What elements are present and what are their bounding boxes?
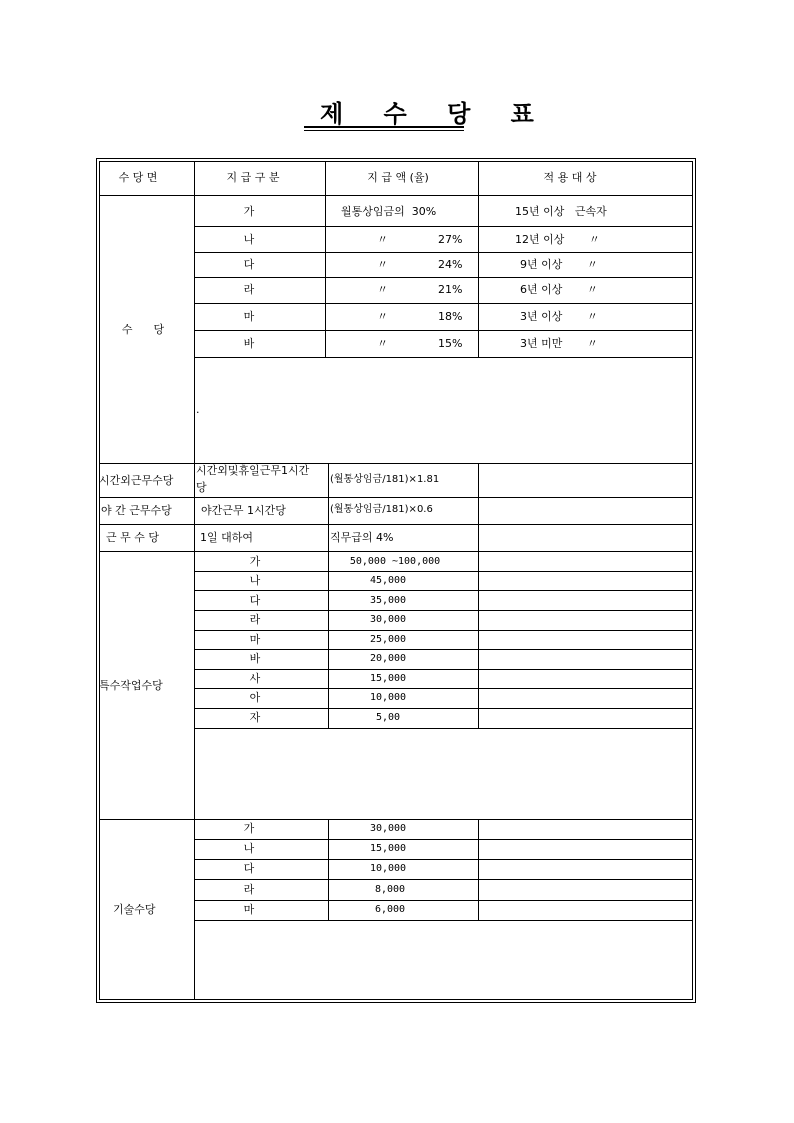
- page-title: 제 수 당 표: [320, 100, 550, 128]
- tech-amount: 8,000: [374, 884, 406, 895]
- special-amount: 50,000 ~100,000: [349, 556, 441, 567]
- night-label: 야 간 근무수당: [101, 504, 172, 517]
- title-underline: [304, 126, 464, 128]
- sudang-grade: 다: [243, 258, 255, 271]
- overtime-condition-cont: 당: [196, 481, 207, 494]
- duty-amount: 직무급의 4%: [330, 531, 394, 544]
- duty-condition: 1일 대하여: [200, 531, 253, 544]
- ditto-mark: 〃: [377, 258, 388, 271]
- title-underline-thin: [304, 130, 464, 131]
- special-amount: 20,000: [369, 653, 407, 664]
- tech-grade: 라: [243, 883, 255, 896]
- sudang-target: 3년 이상 〃: [520, 310, 598, 323]
- sudang-percent: 18%: [438, 310, 463, 323]
- sudang-target: 15년 이상 근속자: [515, 205, 607, 218]
- special-grade: 바: [249, 652, 261, 665]
- ditto-mark: 〃: [377, 233, 388, 246]
- night-condition: 야간근무 1시간당: [201, 504, 286, 517]
- special-amount: 15,000: [369, 673, 407, 684]
- special-grade: 아: [249, 691, 261, 704]
- ditto-mark: 〃: [377, 310, 388, 323]
- tech-grade: 나: [243, 842, 255, 855]
- tech-amount: 15,000: [369, 843, 407, 854]
- sudang-grade: 바: [243, 337, 255, 350]
- special-label: 특수작업수당: [99, 679, 163, 692]
- sudang-target: 3년 미만 〃: [520, 337, 598, 350]
- special-grade: 가: [249, 555, 261, 568]
- ditto-mark: 〃: [377, 337, 388, 350]
- overtime-condition: 시간외및휴일근무1시간: [196, 464, 310, 477]
- ditto-mark: 〃: [377, 283, 388, 296]
- header-target: 적 용 대 상: [543, 171, 597, 184]
- tech-amount: 6,000: [374, 904, 406, 915]
- sudang-percent: 24%: [438, 258, 463, 271]
- special-amount: 45,000: [369, 575, 407, 586]
- special-grade: 나: [249, 574, 261, 587]
- sudang-note: .: [196, 403, 200, 416]
- special-grade: 마: [249, 633, 261, 646]
- tech-label: 기술수당: [113, 903, 156, 916]
- tech-grade: 다: [243, 862, 255, 875]
- sudang-target: 9년 이상 〃: [520, 258, 598, 271]
- sudang-amount: 월통상임금의 30%: [341, 205, 437, 218]
- special-amount: 25,000: [369, 634, 407, 645]
- special-amount: 30,000: [369, 614, 407, 625]
- header-payment-category: 지 급 구 분: [226, 171, 280, 184]
- sudang-grade: 나: [243, 233, 255, 246]
- special-grade: 다: [249, 594, 261, 607]
- night-amount: (월통상임금/181)×0.6: [330, 504, 433, 515]
- tech-grade: 마: [243, 903, 255, 916]
- sudang-percent: 15%: [438, 337, 463, 350]
- sudang-percent: 27%: [438, 233, 463, 246]
- tech-grade: 가: [243, 822, 255, 835]
- header-allowance-name: 수 당 면: [118, 171, 158, 184]
- tech-amount: 30,000: [369, 823, 407, 834]
- overtime-label: 시간외근무수당: [99, 474, 174, 487]
- special-grade: 사: [249, 672, 261, 685]
- sudang-label: 수 당: [121, 323, 165, 336]
- header-payment-amount: 지 급 액 (율): [367, 171, 429, 184]
- special-amount: 5,00: [375, 712, 401, 723]
- special-grade: 자: [249, 711, 261, 724]
- special-amount: 35,000: [369, 595, 407, 606]
- sudang-grade: 마: [243, 310, 255, 323]
- special-amount: 10,000: [369, 692, 407, 703]
- sudang-percent: 21%: [438, 283, 463, 296]
- sudang-grade: 라: [243, 283, 255, 296]
- sudang-target: 12년 이상 〃: [515, 233, 600, 246]
- sudang-grade: 가: [243, 205, 255, 218]
- overtime-amount: (월통상임금/181)×1.81: [330, 474, 440, 485]
- special-grade: 라: [249, 613, 261, 626]
- tech-amount: 10,000: [369, 863, 407, 874]
- sudang-target: 6년 이상 〃: [520, 283, 598, 296]
- duty-label: 근 무 수 당: [106, 531, 159, 544]
